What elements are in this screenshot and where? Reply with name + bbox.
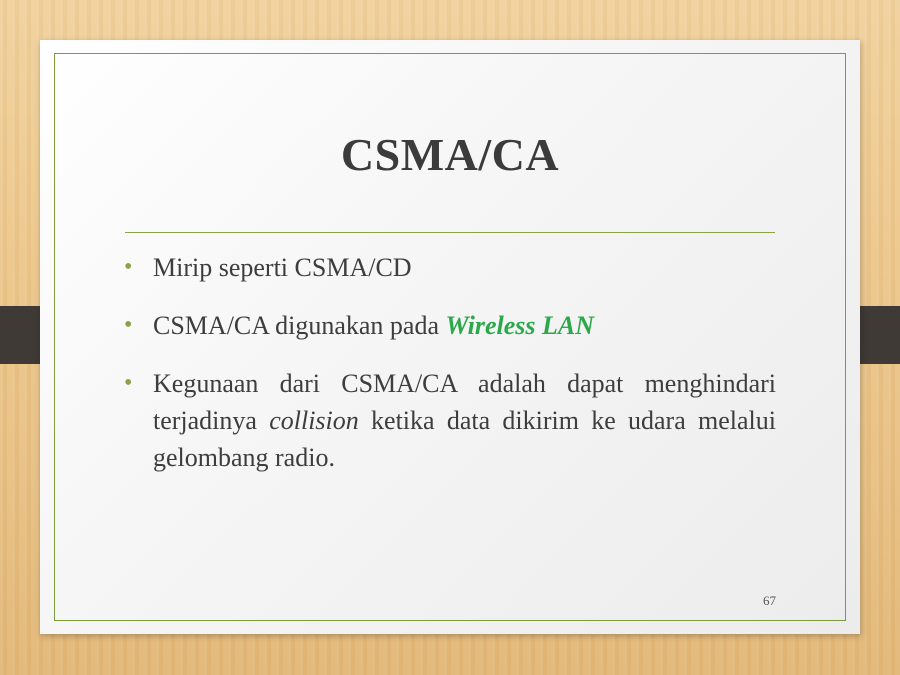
bullet-marker-icon: • <box>124 370 133 396</box>
bullet-item <box>124 365 776 476</box>
bullet-text: Kegunaan dari CSMA/CA adalah dapat menghindari terjadinya <box>153 369 776 435</box>
bullet-item <box>124 307 776 344</box>
bullet-emphasis-text: collision <box>269 406 359 435</box>
slide <box>40 40 860 634</box>
bullet-text: Mirip seperti CSMA/CD <box>153 253 412 282</box>
bullet-marker-icon: • <box>124 254 133 280</box>
bullet-list <box>124 249 776 497</box>
bullet-item <box>124 249 776 286</box>
slide-title: CSMA/CA <box>340 129 560 180</box>
page-number: 67 <box>763 593 776 608</box>
bullet-marker-icon: • <box>124 312 133 338</box>
bullet-text: CSMA/CA digunakan pada <box>153 311 446 340</box>
title-divider <box>125 232 775 233</box>
bullet-highlight-text: Wireless LAN <box>445 311 595 340</box>
bullet-text-continued: ketika data dikirim ke udara melalui gelombang radio. <box>153 406 776 472</box>
